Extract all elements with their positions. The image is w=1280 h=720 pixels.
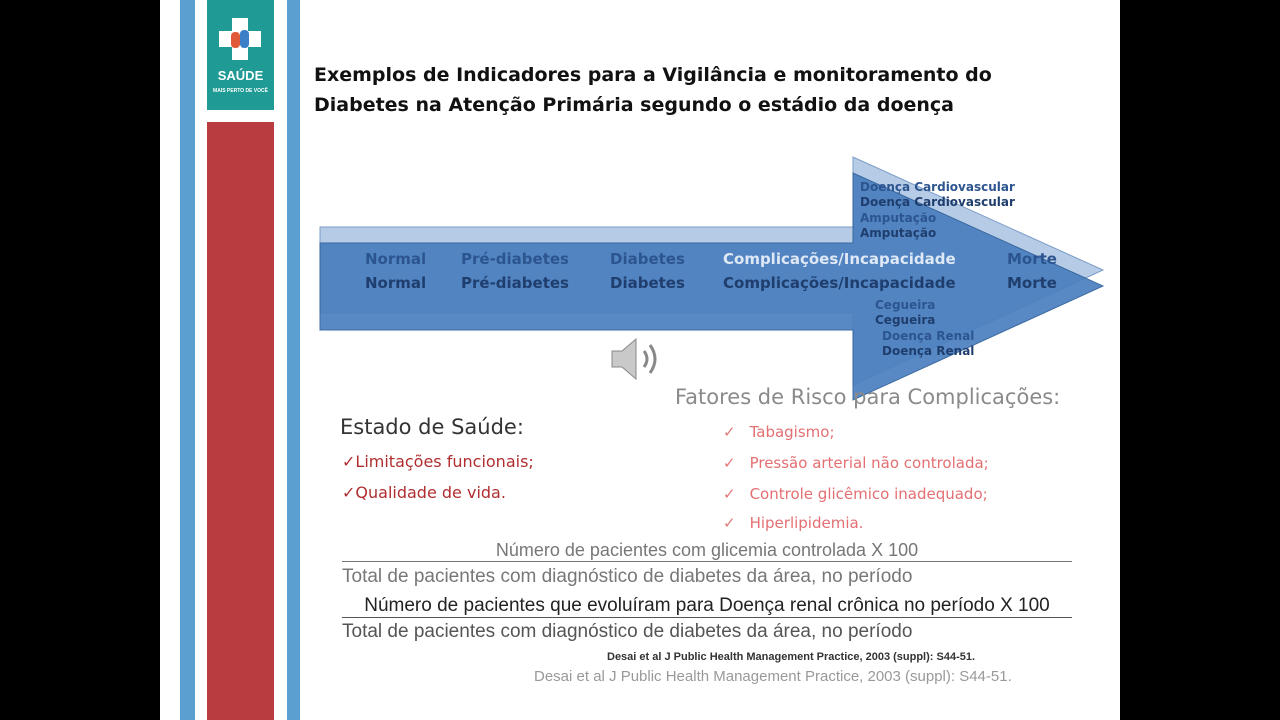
risk-item xyxy=(723,423,835,441)
stage-normal-ghost: Normal xyxy=(365,250,427,268)
complication-renal-ghost: Doença Renal xyxy=(882,329,975,343)
complication-blindness: Cegueira xyxy=(875,313,936,327)
glycemia-formula-numerator: Número de pacientes com glicemia controlada X 100 xyxy=(342,540,1072,562)
health-item xyxy=(342,483,506,503)
risk-item-label: Tabagismo; xyxy=(749,423,835,441)
risk-item xyxy=(723,454,989,472)
glycemia-formula-denominator: Total de pacientes com diagnóstico de diabetes da área, no período xyxy=(342,566,913,587)
complication-amputation: Amputação xyxy=(860,226,937,240)
citation: Desai et al J Public Health Management Practice, 2003 (suppl): S44-51. xyxy=(534,668,1012,685)
stage-prediabetes: Pré-diabetes xyxy=(461,274,569,292)
stage-prediabetes-ghost: Pré-diabetes xyxy=(461,250,569,268)
check-icon: ✓ xyxy=(342,452,356,471)
renal-formula-numerator: Número de pacientes que evoluíram para Doença renal crônica no período X 100 xyxy=(342,594,1072,618)
check-icon: ✓ xyxy=(723,454,736,472)
complication-amputation-ghost: Amputação xyxy=(860,211,937,225)
health-status-heading: Estado de Saúde: xyxy=(340,415,524,439)
logo-tagline: MAIS PERTO DE VOCÊ xyxy=(213,88,268,94)
complication-renal: Doença Renal xyxy=(882,344,975,358)
complication-cardio: Doença Cardiovascular xyxy=(860,195,1015,209)
risk-item xyxy=(723,514,863,532)
complication-blindness-ghost: Cegueira xyxy=(875,298,936,312)
health-item xyxy=(342,452,534,472)
stage-death-ghost: Morte xyxy=(1007,250,1057,268)
stage-complications: Complicações/Incapacidade xyxy=(723,274,956,292)
check-icon: ✓ xyxy=(723,423,736,441)
stage-diabetes: Diabetes xyxy=(610,274,685,292)
stage-diabetes-ghost: Diabetes xyxy=(610,250,685,268)
health-item-label: Limitações funcionais; xyxy=(355,452,534,471)
check-icon: ✓ xyxy=(723,485,736,503)
complication-cardio-ghost: Doença Cardiovascular xyxy=(860,180,1015,194)
stage-complications-ghost: Complicações/Incapacidade xyxy=(723,250,956,268)
renal-formula-denominator: Total de pacientes com diagnóstico de diabetes da área, no período xyxy=(342,621,913,642)
risk-item-label: Pressão arterial não controlada; xyxy=(749,454,989,472)
risk-item-label: Hiperlipidemia. xyxy=(749,514,864,532)
stage-normal: Normal xyxy=(365,274,427,292)
check-icon: ✓ xyxy=(342,483,356,502)
risk-factors-heading: Fatores de Risco para Complicações: xyxy=(675,385,1061,409)
slide xyxy=(160,0,1120,720)
stage-death: Morte xyxy=(1007,274,1057,292)
logo-brand: SAÚDE xyxy=(217,68,264,83)
speaker-icon[interactable] xyxy=(608,335,668,385)
risk-item xyxy=(723,485,988,503)
health-item-label: Qualidade de vida. xyxy=(355,483,506,502)
slide-title: Exemplos de Indicadores para a Vigilância e monitoramento do Diabetes na Atenção Primária segundo o estádio da doença xyxy=(314,64,992,116)
citation-ghost: Desai et al J Public Health Management Practice, 2003 (suppl): S44-51. xyxy=(607,651,976,663)
risk-item-label: Controle glicêmico inadequado; xyxy=(749,485,988,503)
check-icon: ✓ xyxy=(723,514,736,532)
